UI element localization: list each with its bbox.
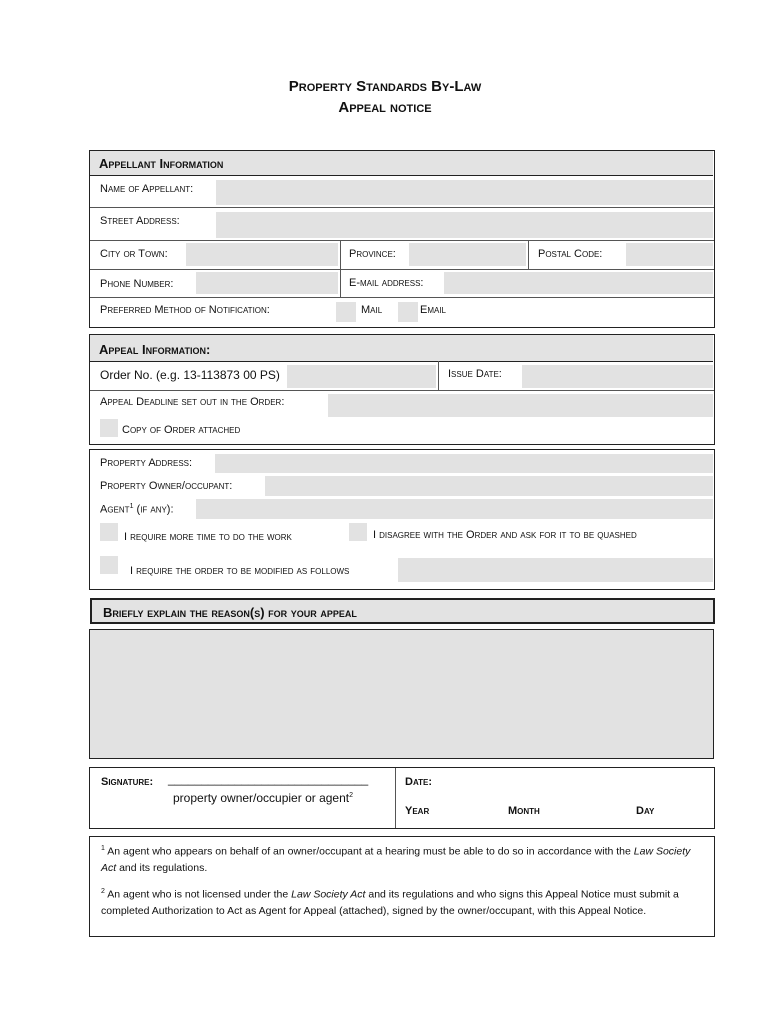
form-subtitle: Appeal notice <box>338 99 432 116</box>
province-label: Province: <box>349 248 396 260</box>
divider <box>90 390 714 391</box>
modify-order-field[interactable] <box>398 558 713 582</box>
copy-order-checkbox[interactable] <box>100 419 118 437</box>
footnote-1-text-b: and its regulations. <box>119 861 208 874</box>
more-time-label: I require more time to do the work <box>124 531 292 543</box>
email-field[interactable] <box>444 272 713 294</box>
street-label: Street Address: <box>100 215 180 227</box>
phone-field[interactable] <box>196 272 338 294</box>
footnote-1-text-a: An agent who appears on behalf of an owner/occupant at a hearing must be able to do so in accordance with the <box>107 845 631 858</box>
reason-header-box <box>90 598 715 624</box>
divider <box>90 207 714 208</box>
signature-footnote-ref: 2 <box>349 792 354 799</box>
footnote-1 <box>101 841 705 876</box>
signature-caption-text: property owner/occupier or agent <box>173 791 350 805</box>
pref-label: Preferred Method of Notification: <box>100 304 270 316</box>
province-field[interactable] <box>409 243 526 266</box>
name-field[interactable] <box>216 180 713 205</box>
footnote-1-italic: Law Society Act <box>101 845 691 874</box>
property-owner-field[interactable] <box>265 476 713 496</box>
appeal-header: Appeal Information: <box>90 335 713 362</box>
property-address-field[interactable] <box>215 454 713 473</box>
copy-order-label: Copy of Order attached <box>122 424 241 436</box>
footnote-2-text-b: and its regulations and who signs this Appeal Notice must submit a completed Authorization to Act as Agent for Appeal (attached), signed by the owner/occupant, with this Appeal Notice. <box>101 888 679 917</box>
modify-order-label: I require the order to be modified as follows <box>130 565 350 577</box>
agent-field[interactable] <box>196 499 713 519</box>
issue-date-field[interactable] <box>522 365 713 388</box>
agent-label <box>100 503 174 516</box>
form-title: Property Standards By-Law <box>288 78 482 95</box>
reason-textarea[interactable] <box>89 629 714 759</box>
more-time-checkbox[interactable] <box>100 523 118 541</box>
divider <box>90 269 714 270</box>
footnote-2-text-a: An agent who is not licensed under the <box>107 888 289 901</box>
reason-header: Briefly explain the reason(s) for your appeal <box>103 605 357 620</box>
agent-label-suffix: (if any): <box>136 503 174 516</box>
day-label: Day <box>636 805 655 817</box>
mail-label: Mail <box>361 304 383 316</box>
divider <box>90 297 714 298</box>
disagree-checkbox[interactable] <box>349 523 367 541</box>
divider <box>395 768 396 828</box>
year-label: Year <box>405 805 430 817</box>
order-field[interactable] <box>287 365 436 388</box>
footnote-2 <box>101 884 705 919</box>
postal-field[interactable] <box>626 243 713 266</box>
month-label: Month <box>508 805 540 817</box>
name-label: Name of Appellant: <box>100 183 194 195</box>
divider <box>90 240 714 241</box>
order-label: Order No. (e.g. 13-113873 00 PS) <box>100 368 280 382</box>
email-checkbox[interactable] <box>398 302 418 322</box>
appellant-header: Appellant Information <box>90 151 713 176</box>
signature-line[interactable]: ______________________________ <box>168 772 369 786</box>
city-field[interactable] <box>186 243 338 266</box>
agent-label-text: Agent <box>100 503 130 516</box>
signature-label: Signature: <box>101 776 154 788</box>
signature-caption <box>173 791 353 805</box>
divider <box>438 361 439 390</box>
divider <box>528 241 529 269</box>
city-label: City or Town: <box>100 248 168 260</box>
email-option-label: Email <box>420 304 447 316</box>
footnote-2-number: 2 <box>101 888 105 895</box>
issue-date-label: Issue Date: <box>448 368 502 380</box>
phone-label: Phone Number: <box>100 278 174 290</box>
street-field[interactable] <box>216 212 713 238</box>
date-label: Date: <box>405 776 433 788</box>
footnote-1-number: 1 <box>101 845 105 852</box>
divider <box>340 241 341 297</box>
footnote-2-italic: Law Society Act <box>291 888 366 901</box>
modify-order-checkbox[interactable] <box>100 556 118 574</box>
property-address-label: Property Address: <box>100 457 193 469</box>
deadline-label: Appeal Deadline set out in the Order: <box>100 396 285 408</box>
mail-checkbox[interactable] <box>336 302 356 322</box>
disagree-label: I disagree with the Order and ask for it to be quashed <box>373 529 637 541</box>
email-label: E-mail address: <box>349 277 424 289</box>
property-owner-label: Property Owner/occupant: <box>100 480 233 492</box>
deadline-field[interactable] <box>328 394 713 417</box>
agent-footnote-ref: 1 <box>129 503 134 510</box>
postal-label: Postal Code: <box>538 248 603 260</box>
